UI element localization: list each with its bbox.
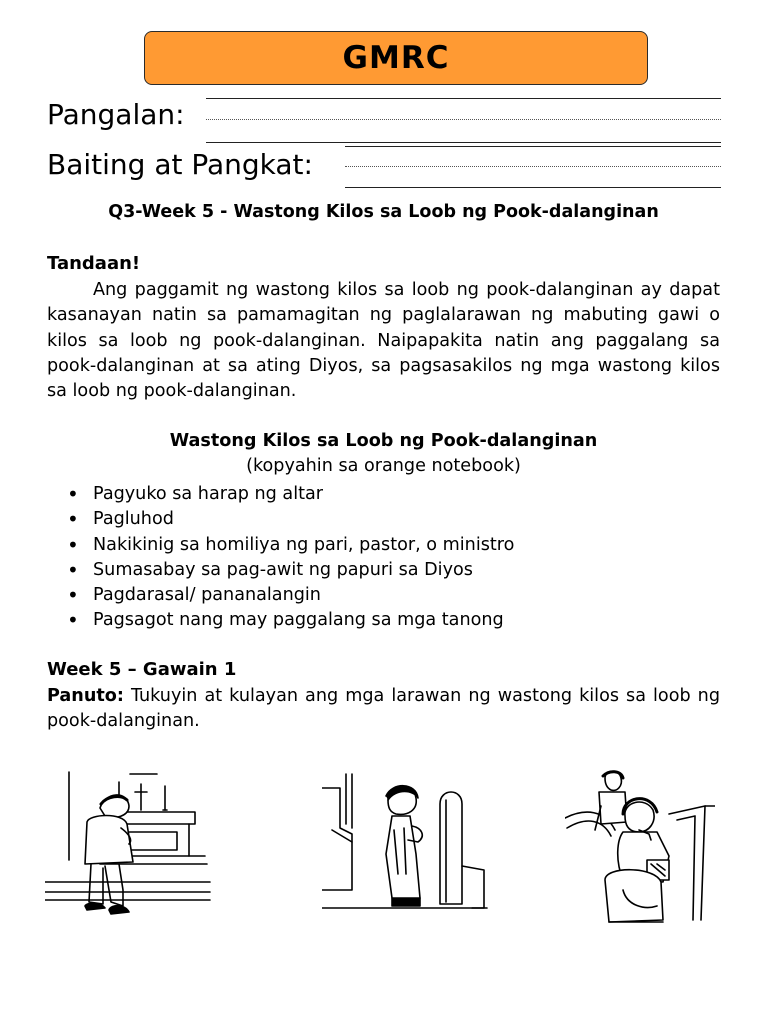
list-item: • Pagyuko sa harap ng altar <box>47 482 707 507</box>
list-item: • Pagluhod <box>47 507 707 532</box>
grade-field-bottom-line[interactable] <box>345 187 721 188</box>
title-banner <box>144 31 648 85</box>
list-item: • Pagdarasal/ pananalangin <box>47 583 707 608</box>
remember-label: Tandaan! <box>47 253 141 274</box>
list-item: • Pagsagot nang may paggalang sa mga tanong <box>47 608 707 633</box>
lesson-paragraph <box>47 278 720 404</box>
name-field-top-line <box>206 98 721 99</box>
instruction-text: Tukuyin at kulayan ang mga larawan ng wastong kilos sa loob ng pook-dalanginan. <box>47 686 720 732</box>
grade-section-label: Baiting at Pangkat: <box>47 148 313 181</box>
conduct-list <box>47 482 707 634</box>
lesson-paragraph-text: Ang paggamit ng wastong kilos sa loob ng pook-dalanginan ay dapat kasanayan natin sa pamamagitan ng paglalarawan ng mabuting gawi o kilos sa loob ng pook-dalanginan. Naipapakita natin ang paggalang sa pook-dalanginan at sa ating Diyos, sa pagsasakilos ng mga wastong kilos sa loob ng pook-dalanginan. <box>47 280 720 402</box>
list-item: • Sumasabay sa pag-awit ng papuri sa Diyos <box>47 558 707 583</box>
list-item: • Nakikinig sa homiliya ng pari, pastor, o ministro <box>47 533 707 558</box>
grade-field-top-line <box>345 146 721 147</box>
grade-field-dotted-line <box>345 166 721 167</box>
name-field-bottom-line[interactable] <box>206 142 721 143</box>
child-eating-in-church-illustration[interactable] <box>565 770 715 930</box>
section-title: Wastong Kilos sa Loob ng Pook-dalanginan <box>169 431 598 451</box>
name-label: Pangalan: <box>47 98 185 131</box>
lesson-title: Q3-Week 5 - Wastong Kilos sa Loob ng Pook-dalanginan <box>108 202 659 222</box>
instruction-label: Panuto: <box>47 686 124 706</box>
girl-kneeling-in-pew-illustration[interactable] <box>322 770 492 915</box>
activity-title: Week 5 – Gawain 1 <box>47 659 237 680</box>
section-subtitle: (kopyahin sa orange notebook) <box>246 456 521 476</box>
boy-bowing-at-altar-illustration[interactable] <box>45 770 215 930</box>
name-field-dotted-line <box>206 119 721 120</box>
page-title: GMRC <box>342 40 450 76</box>
activity-instruction <box>47 684 720 735</box>
